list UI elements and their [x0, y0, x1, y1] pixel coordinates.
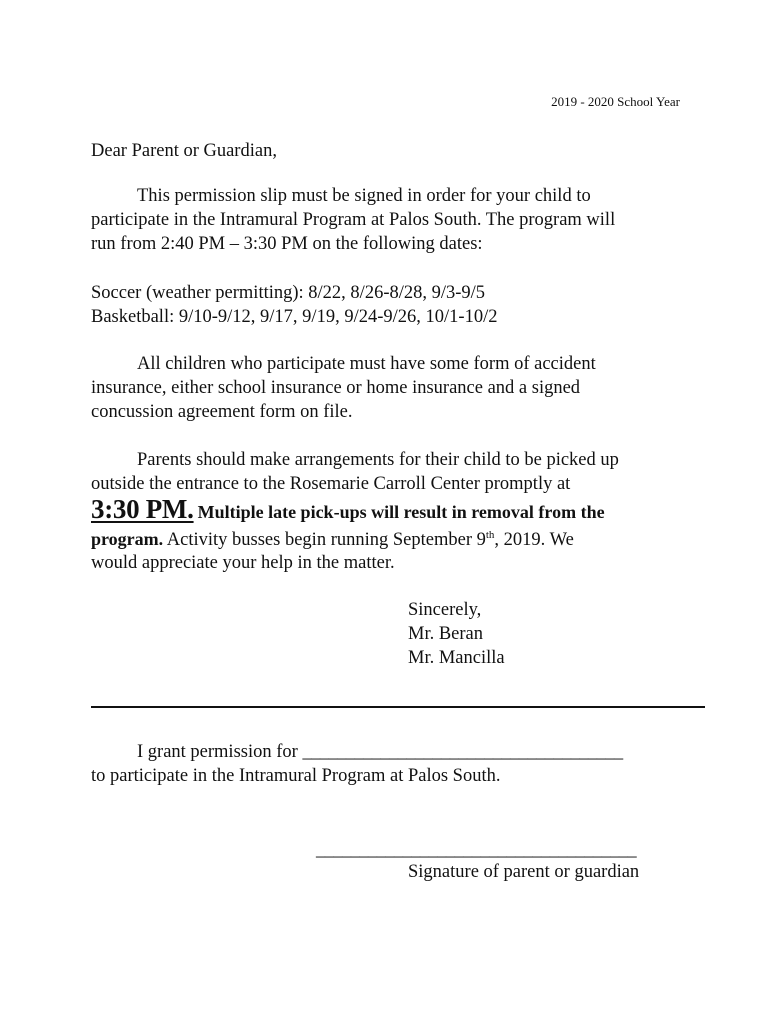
grant-prefix: I grant permission for — [137, 742, 303, 762]
busses-year: , 2019. We — [494, 530, 574, 550]
intro-line-1: This permission slip must be signed in order for your child to — [137, 186, 591, 206]
grant-line-2: to participate in the Intramural Program at Palos South. — [91, 766, 501, 786]
pickup-line-1: Parents should make arrangements for their child to be picked up — [137, 450, 619, 470]
school-year-header: 2019 - 2020 School Year — [551, 94, 680, 109]
closing: Sincerely, — [408, 600, 482, 620]
ordinal-suffix: th — [485, 528, 495, 541]
grant-permission-line — [137, 740, 623, 764]
late-pickup-warning: Multiple late pick-ups will result in removal from the — [197, 502, 605, 522]
child-name-field[interactable]: _____________________________________ — [302, 742, 623, 762]
pickup-line-2: outside the entrance to the Rosemarie Carroll Center promptly at — [91, 474, 571, 494]
busses-line — [91, 527, 574, 552]
cut-divider — [91, 706, 705, 708]
signer-mancilla: Mr. Mancilla — [408, 648, 505, 668]
intro-line-2: participate in the Intramural Program at Palos South. The program will — [91, 210, 616, 230]
signature-field[interactable]: _____________________________________ — [316, 840, 637, 860]
signature-label: Signature of parent or guardian — [408, 862, 640, 882]
insurance-line-1: All children who participate must have some form of accident — [137, 354, 596, 374]
basketball-schedule: Basketball: 9/10-9/12, 9/17, 9/19, 9/24-9/26, 10/1-10/2 — [91, 307, 498, 327]
greeting: Dear Parent or Guardian, — [91, 141, 277, 161]
insurance-line-2: insurance, either school insurance or home insurance and a signed — [91, 378, 581, 398]
soccer-schedule: Soccer (weather permitting): 8/22, 8/26-8/28, 9/3-9/5 — [91, 283, 486, 303]
pickup-time: 3:30 PM. — [91, 494, 194, 524]
insurance-line-3: concussion agreement form on file. — [91, 402, 353, 422]
pickup-time-line — [91, 494, 605, 525]
late-pickup-warning-end: program. — [91, 529, 164, 549]
intro-line-3: run from 2:40 PM – 3:30 PM on the following dates: — [91, 234, 483, 254]
signer-beran: Mr. Beran — [408, 624, 484, 644]
busses-text: Activity busses begin running September 9 — [163, 530, 486, 550]
appreciation-line: would appreciate your help in the matter. — [91, 553, 395, 573]
